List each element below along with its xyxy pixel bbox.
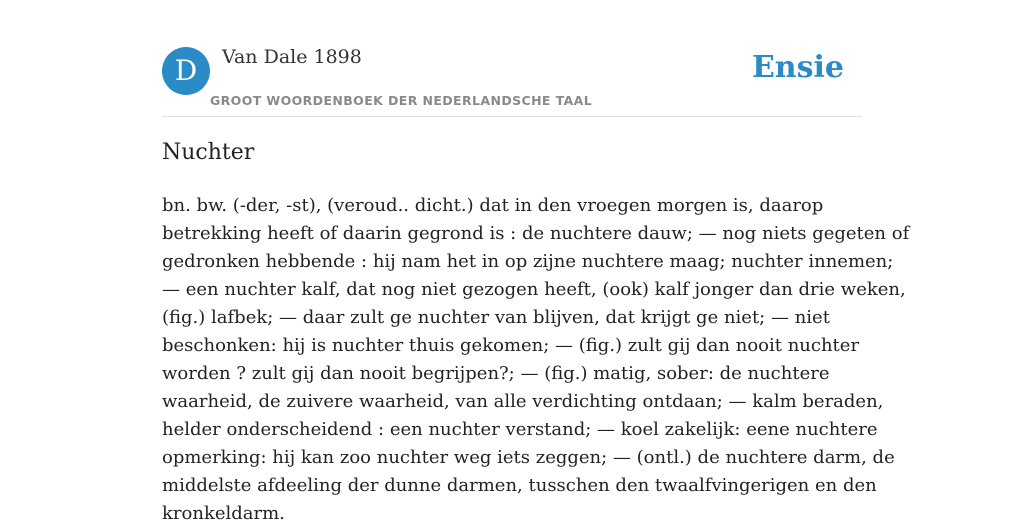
definition-line: (fig.) lafbek; — daar zult ge nuchter van blijven, dat krijgt ge niet; — niet	[162, 307, 830, 328]
dictionary-subtitle: GROOT WOORDENBOEK DER NEDERLANDSCHE TAAL	[210, 93, 593, 108]
dictionary-logo[interactable]: D	[162, 47, 210, 95]
definition-line: beschonken: hij is nuchter thuis gekomen; — (fig.) zult gij dan nooit nuchter	[162, 335, 860, 356]
definition-line: — een nuchter kalf, dat nog niet gezogen heeft, (ook) kalf jonger dan drie weken,	[162, 279, 906, 300]
definition-line: worden ? zult gij dan nooit begrijpen?; — (fig.) matig, sober: de nuchtere	[162, 363, 830, 384]
definition-line: waarheid, de zuivere waarheid, van alle verdichting ontdaan; — kalm beraden,	[162, 391, 884, 412]
definition-line: helder onderscheidend : een nuchter verstand; — koel zakelijk: eene nuchtere	[162, 419, 878, 440]
definition-line: middelste afdeeling der dunne darmen, tusschen den twaalfvingerigen en den	[162, 475, 877, 496]
dictionary-name[interactable]: Van Dale 1898	[222, 46, 362, 68]
entry-headword: Nuchter	[162, 140, 255, 165]
definition-line: betrekking heeft of daarin gegrond is : de nuchtere dauw; — nog niets gegeten of	[162, 223, 910, 244]
entry-definition	[162, 192, 910, 528]
definition-line: gedronken hebbende : hij nam het in op zijne nuchtere maag; nuchter innemen;	[162, 251, 894, 272]
ensie-brand-link[interactable]: Ensie	[751, 50, 844, 85]
dictionary-header	[162, 40, 862, 117]
definition-line: bn. bw. (-der, -st), (veroud.. dicht.) dat in den vroegen morgen is, daarop	[162, 195, 824, 216]
definition-line: opmerking: hij kan zoo nuchter weg iets zeggen; — (ontl.) de nuchtere darm, de	[162, 447, 895, 468]
definition-line: kronkeldarm.	[162, 503, 285, 524]
